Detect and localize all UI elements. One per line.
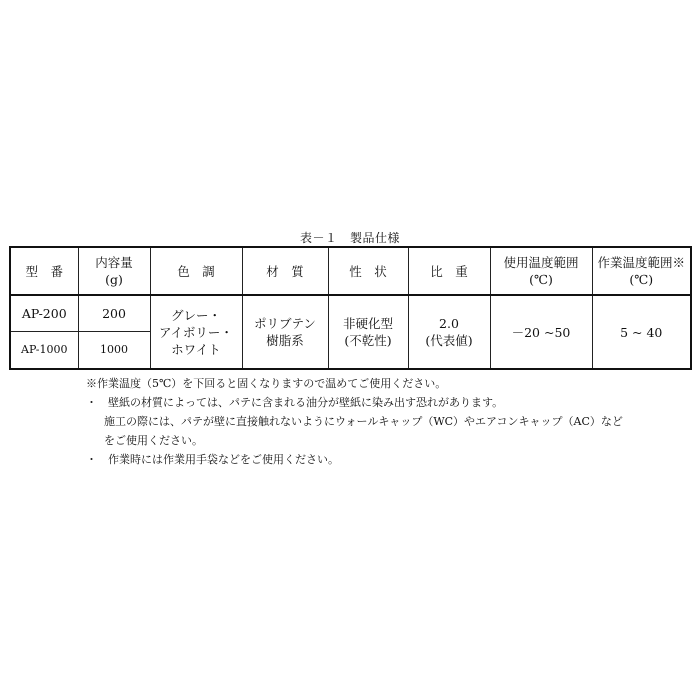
note-wallpaper: ・ 壁紙の材質によっては、パテに含まれる油分が壁紙に染み出す恐れがあります。 (86, 396, 504, 409)
cell-color (150, 295, 242, 369)
product-spec-table (9, 246, 692, 370)
gravity-note: (代表値) (425, 333, 473, 348)
cell-work-temp: 5 ~ 40 (592, 295, 691, 369)
material-line: 樹脂系 (266, 333, 304, 348)
property-line: (不乾性) (344, 333, 392, 348)
header-use-temp-label: 使用温度範囲 (503, 255, 579, 270)
header-use-temp (490, 247, 592, 295)
note-wallpaper-detail-cont: をご使用ください。 (104, 434, 203, 447)
header-capacity-unit: (g) (105, 272, 123, 287)
color-line: アイボリー・ (159, 324, 233, 340)
header-model: 型 番 (10, 247, 78, 295)
color-line: グレー・ (170, 307, 221, 323)
property-line: 非硬化型 (342, 316, 393, 331)
cell-model: AP-1000 (10, 331, 78, 369)
cell-property (328, 295, 408, 369)
material-line: ポリブテン (254, 316, 316, 331)
gravity-value: 2.0 (439, 316, 459, 331)
header-property: 性 状 (328, 247, 408, 295)
note-gloves: ・ 作業時には作業用手袋などをご使用ください。 (86, 453, 339, 466)
cell-material (242, 295, 328, 369)
note-temperature: ※作業温度（5℃）を下回ると固くなりますので温めてご使用ください。 (86, 377, 447, 390)
cell-use-temp: －20 ~50 (490, 295, 592, 369)
cell-model: AP-200 (10, 295, 78, 331)
header-color: 色 調 (150, 247, 242, 295)
color-line: ホワイト (171, 341, 221, 357)
header-work-temp (592, 247, 691, 295)
cell-gravity (408, 295, 490, 369)
header-work-temp-label: 作業温度範囲※ (597, 255, 685, 270)
cell-capacity: 1000 (78, 331, 150, 369)
header-material: 材 質 (242, 247, 328, 295)
header-gravity: 比 重 (408, 247, 490, 295)
table-caption: 表－１ 製品仕様 (299, 231, 400, 245)
header-use-temp-unit: (℃) (529, 272, 553, 287)
header-capacity-label: 内容量 (95, 255, 133, 270)
header-row (10, 247, 691, 295)
notes (86, 374, 623, 469)
table-row (10, 295, 691, 331)
header-capacity (78, 247, 150, 295)
header-work-temp-unit: (℃) (629, 272, 654, 287)
cell-capacity: 200 (78, 295, 150, 331)
note-wallpaper-detail: 施工の際には、パテが壁に直接触れないようにウォールキャップ（WC）やエアコンキャップ（AC）など (104, 415, 623, 428)
